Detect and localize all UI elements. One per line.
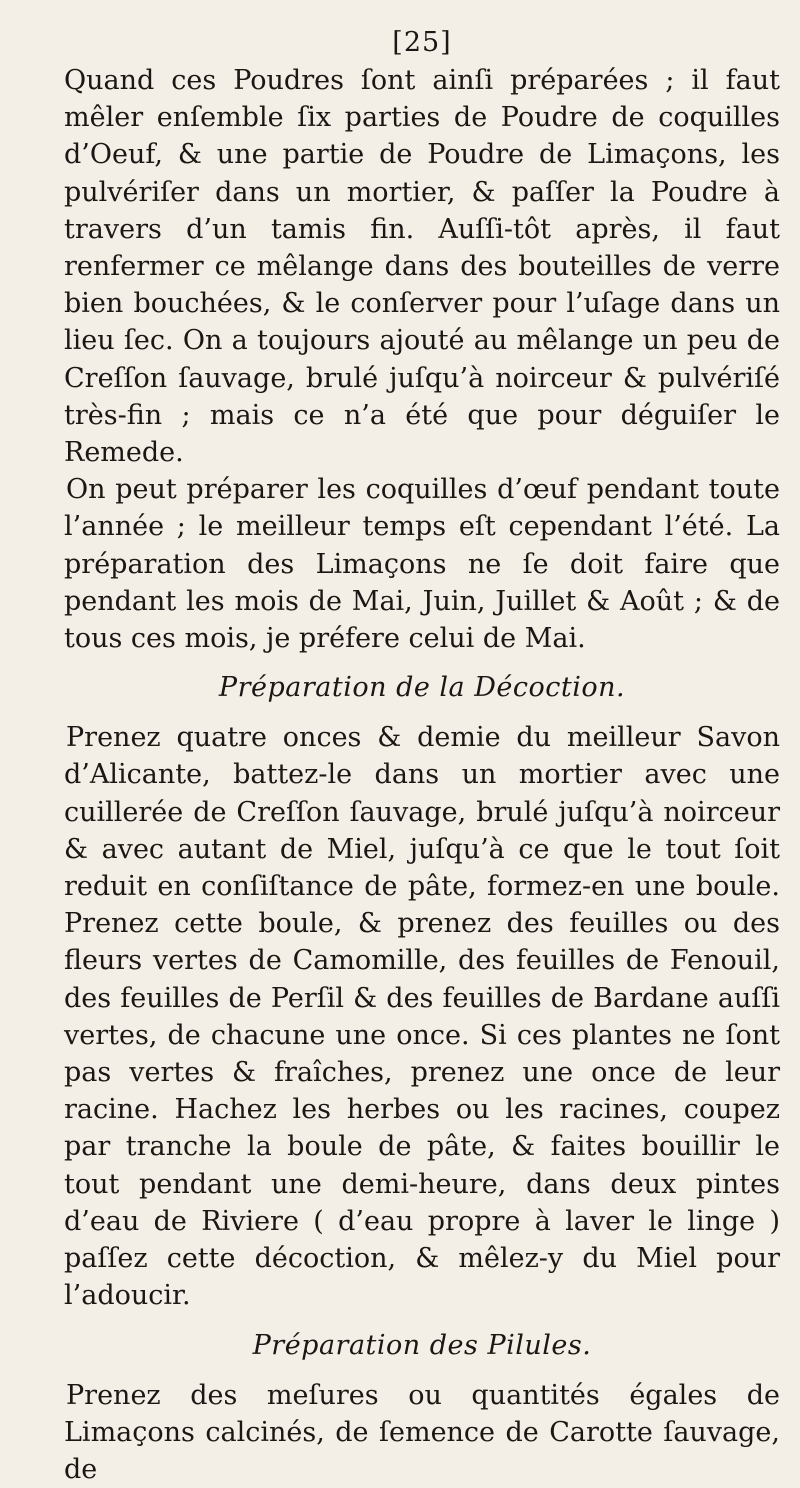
page-number: [25] bbox=[64, 28, 780, 58]
heading-decoction: Préparation de la Décoction. bbox=[64, 672, 780, 704]
paragraph-poudres: Quand ces Poudres ſont ainſi préparées ; il faut mêler enſemble ſix parties de Poudre de coquilles d’Oeuf, & une partie de Poudre de Limaçons, les pulvériſer dans un mortier, & paſſer la Poudre à travers d’un tamis fin. Auſſi-tôt après, il faut renfermer ce mêlange dans des bouteilles de verre bien bouchées, & le conſerver pour l’uſage dans un lieu ſec. On a toujours ajouté au mêlange un peu de Creſſon ſauvage, brulé juſqu’à noirceur & pulvériſé très-fin ; mais ce n’a été que pour déguiſer le Remede. bbox=[64, 62, 780, 471]
paragraph-coquilles: On peut préparer les coquilles d’œuf pendant toute l’année ; le meilleur temps eſt cependant l’été. La préparation des Limaçons ne ſe doit faire que pendant les mois de Mai, Juin, Juillet & Août ; & de tous ces mois, je préfere celui de Mai. bbox=[64, 471, 780, 657]
paragraph-savon: Prenez quatre onces & demie du meilleur Savon d’Alicante, battez-le dans un mortier avec une cuillerée de Creſſon ſauvage, brulé juſqu’à noirceur & avec autant de Miel, juſqu’à ce que le tout ſoit reduit en conſiſtance de pâte, formez-en une boule. Prenez cette boule, & prenez des feuilles ou des fleurs vertes de Camomille, des feuilles de Fenouil, des feuilles de Perſil & des feuilles de Bardane auſſi vertes, de chacune une once. Si ces plantes ne ſont pas vertes & fraîches, prenez une once de leur racine. Hachez les herbes ou les racines, coupez par tranche la boule de pâte, & faites bouillir le tout pendant une demi-heure, dans deux pintes d’eau de Riviere ( d’eau propre à laver le linge ) paſſez cette décoction, & mêlez-y du Miel pour l’adoucir. bbox=[64, 719, 780, 1314]
paragraph-mesures: Prenez des meſures ou quantités égales de Limaçons calcinés, de ſemence de Carotte ſauvage, de bbox=[64, 1377, 780, 1488]
heading-pilules: Préparation des Pilules. bbox=[64, 1330, 780, 1362]
